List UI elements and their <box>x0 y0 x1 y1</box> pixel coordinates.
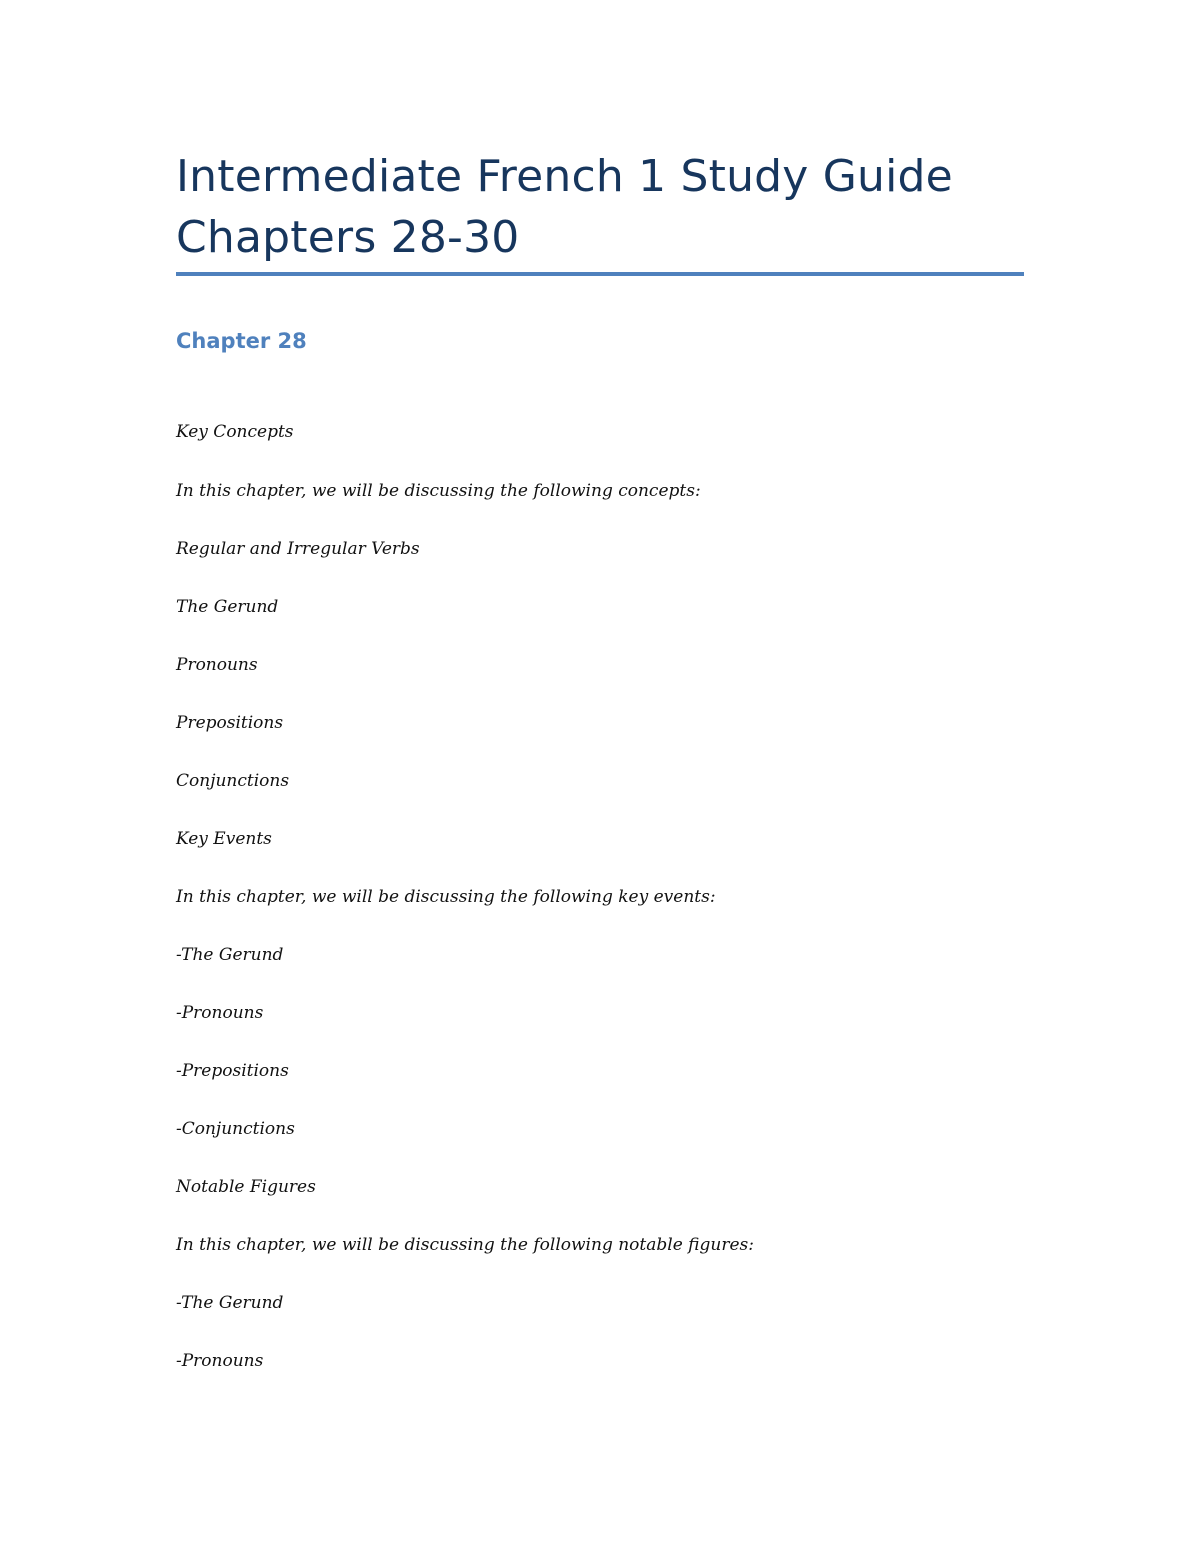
document-title: Intermediate French 1 Study Guide Chapters 28-30 <box>176 151 953 263</box>
event-item: -The Gerund <box>176 945 284 965</box>
event-item: -Pronouns <box>176 1003 264 1023</box>
section-label-key-concepts: Key Concepts <box>176 422 294 442</box>
event-item: -Prepositions <box>176 1061 289 1081</box>
event-item: -Conjunctions <box>176 1119 295 1139</box>
section-label-notable-figures: Notable Figures <box>176 1177 316 1197</box>
figure-item: -Pronouns <box>176 1351 264 1371</box>
concept-item: Conjunctions <box>176 771 290 791</box>
figure-item: -The Gerund <box>176 1293 284 1313</box>
figures-intro: In this chapter, we will be discussing the following notable figures: <box>176 1235 754 1255</box>
chapter-heading: Chapter 28 <box>176 329 307 353</box>
concept-item: Regular and Irregular Verbs <box>176 539 420 559</box>
concept-item: Prepositions <box>176 713 284 733</box>
concept-item: Pronouns <box>176 655 258 675</box>
concept-item: The Gerund <box>176 597 279 617</box>
concepts-intro: In this chapter, we will be discussing the following concepts: <box>176 481 701 501</box>
title-divider <box>176 272 1024 276</box>
section-label-key-events: Key Events <box>176 829 272 849</box>
events-intro: In this chapter, we will be discussing the following key events: <box>176 887 716 907</box>
